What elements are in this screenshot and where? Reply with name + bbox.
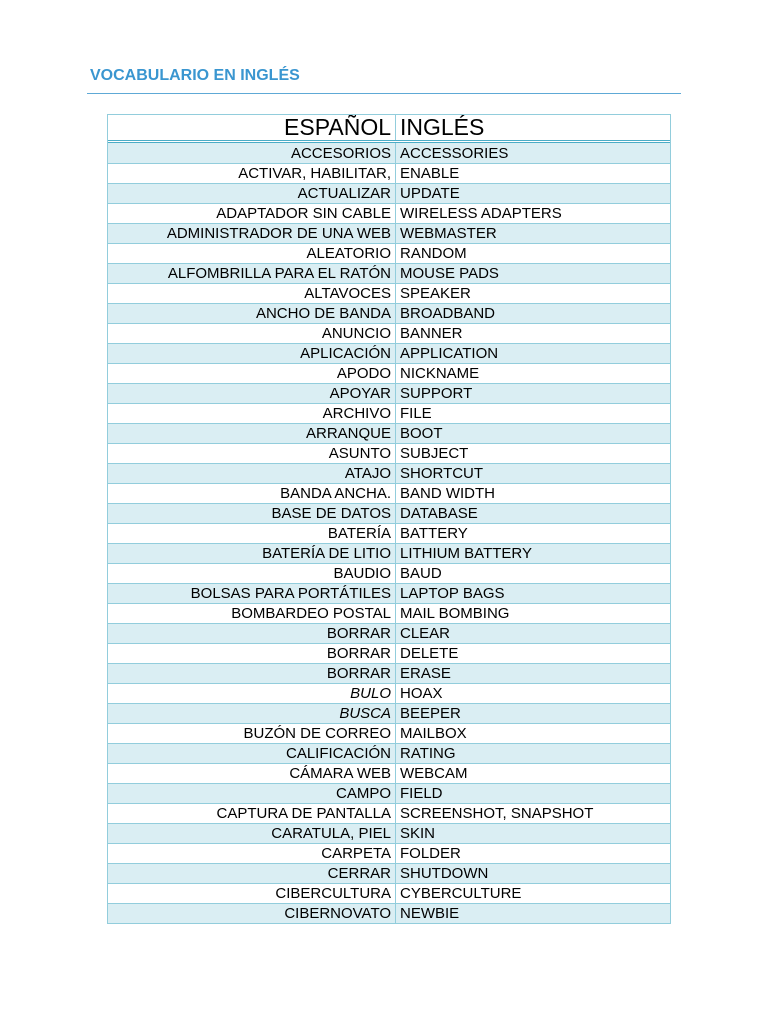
table-row — [108, 623, 670, 643]
english-term: CYBERCULTURE — [400, 885, 522, 902]
table-row — [108, 463, 670, 483]
spanish-term: BOLSAS PARA PORTÁTILES — [108, 584, 396, 603]
table-row — [108, 883, 670, 903]
table-row — [108, 523, 670, 543]
english-term: WEBMASTER — [400, 225, 497, 242]
table-row — [108, 283, 670, 303]
english-term: MAIL BOMBING — [400, 605, 510, 622]
vocabulary-table — [107, 114, 671, 924]
spanish-term: BORRAR — [108, 624, 396, 643]
page-title: VOCABULARIO EN INGLÉS — [90, 67, 300, 84]
spanish-term: BANDA ANCHA. — [108, 484, 396, 503]
table-row — [108, 823, 670, 843]
english-term: BEEPER — [400, 705, 461, 722]
header-spanish: ESPAÑOL — [108, 115, 396, 140]
spanish-term: ANCHO DE BANDA — [108, 304, 396, 323]
spanish-term: CALIFICACIÓN — [108, 744, 396, 763]
table-row — [108, 763, 670, 783]
spanish-term: ASUNTO — [108, 444, 396, 463]
table-row — [108, 563, 670, 583]
english-term: CLEAR — [400, 625, 451, 642]
table-row — [108, 663, 670, 683]
english-term: RANDOM — [400, 245, 467, 262]
english-term: NEWBIE — [400, 905, 460, 922]
table-row — [108, 843, 670, 863]
table-row — [108, 583, 670, 603]
english-term: SUBJECT — [400, 445, 469, 462]
english-term: UPDATE — [400, 185, 460, 202]
english-term: BATTERY — [400, 525, 468, 542]
table-row — [108, 683, 670, 703]
spanish-term: BORRAR — [108, 664, 396, 683]
english-term: ACCESSORIES — [400, 144, 509, 162]
spanish-term: BUSCA — [108, 704, 396, 723]
spanish-term: CIBERNOVATO — [108, 904, 396, 923]
table-row — [108, 643, 670, 663]
english-term: BAND WIDTH — [400, 485, 495, 502]
spanish-term: ACTIVAR, HABILITAR, — [108, 164, 396, 183]
table-row — [108, 363, 670, 383]
table-row — [108, 443, 670, 463]
english-term: MAILBOX — [400, 725, 467, 742]
spanish-term: ALEATORIO — [108, 244, 396, 263]
spanish-term: CARPETA — [108, 844, 396, 863]
table-row — [108, 803, 670, 823]
english-term: LAPTOP BAGS — [400, 585, 505, 602]
table-row — [108, 743, 670, 763]
spanish-term: ACCESORIOS — [108, 143, 396, 163]
spanish-term: ATAJO — [108, 464, 396, 483]
spanish-term: CERRAR — [108, 864, 396, 883]
spanish-term: CARATULA, PIEL — [108, 824, 396, 843]
spanish-term: BUZÓN DE CORREO — [108, 724, 396, 743]
english-term: BANNER — [400, 325, 463, 342]
table-row — [108, 163, 670, 183]
english-term: SKIN — [400, 825, 436, 842]
english-term: FOLDER — [400, 845, 461, 862]
english-term: SPEAKER — [400, 285, 471, 302]
english-term: DELETE — [400, 645, 459, 662]
table-row — [108, 343, 670, 363]
table-row — [108, 203, 670, 223]
spanish-term: CAMPO — [108, 784, 396, 803]
spanish-term: ADAPTADOR SIN CABLE — [108, 204, 396, 223]
table-row — [108, 703, 670, 723]
table-row — [108, 223, 670, 243]
table-row — [108, 263, 670, 283]
english-term: FIELD — [400, 785, 443, 802]
spanish-term: BULO — [108, 684, 396, 703]
english-term: BOOT — [400, 425, 443, 442]
english-term: ERASE — [400, 665, 451, 682]
table-row — [108, 543, 670, 563]
english-term: ENABLE — [400, 165, 460, 182]
english-term: RATING — [400, 745, 456, 762]
spanish-term: BOMBARDEO POSTAL — [108, 604, 396, 623]
english-term: SCREENSHOT, SNAPSHOT — [400, 805, 594, 822]
spanish-term: CÁMARA WEB — [108, 764, 396, 783]
spanish-term: BATERÍA — [108, 524, 396, 543]
english-term: SHUTDOWN — [400, 865, 489, 882]
spanish-term: CIBERCULTURA — [108, 884, 396, 903]
table-row — [108, 863, 670, 883]
english-term: WIRELESS ADAPTERS — [400, 205, 562, 222]
spanish-term: BASE DE DATOS — [108, 504, 396, 523]
spanish-term: ARRANQUE — [108, 424, 396, 443]
spanish-term: CAPTURA DE PANTALLA — [108, 804, 396, 823]
header-english: INGLÉS — [400, 115, 485, 140]
english-term: HOAX — [400, 685, 443, 702]
english-term: SUPPORT — [400, 385, 473, 402]
spanish-term: ANUNCIO — [108, 324, 396, 343]
spanish-term: BATERÍA DE LITIO — [108, 544, 396, 563]
table-row — [108, 503, 670, 523]
table-row — [108, 603, 670, 623]
table-row — [108, 143, 670, 163]
spanish-term: ARCHIVO — [108, 404, 396, 423]
spanish-term: APLICACIÓN — [108, 344, 396, 363]
table-row — [108, 303, 670, 323]
english-term: APPLICATION — [400, 345, 499, 362]
table-row — [108, 323, 670, 343]
english-term: WEBCAM — [400, 765, 468, 782]
spanish-term: APOYAR — [108, 384, 396, 403]
english-term: SHORTCUT — [400, 465, 484, 482]
title-divider — [87, 93, 681, 94]
table-header-row — [108, 115, 670, 143]
spanish-term: BAUDIO — [108, 564, 396, 583]
table-row — [108, 903, 670, 923]
table-row — [108, 403, 670, 423]
spanish-term: APODO — [108, 364, 396, 383]
english-term: MOUSE PADS — [400, 265, 499, 282]
english-term: DATABASE — [400, 505, 478, 522]
table-row — [108, 723, 670, 743]
english-term: NICKNAME — [400, 365, 480, 382]
spanish-term: BORRAR — [108, 644, 396, 663]
english-term: LITHIUM BATTERY — [400, 545, 532, 562]
spanish-term: ACTUALIZAR — [108, 184, 396, 203]
table-row — [108, 183, 670, 203]
english-term: BAUD — [400, 565, 442, 582]
spanish-term: ALFOMBRILLA PARA EL RATÓN — [108, 264, 396, 283]
table-body — [108, 143, 670, 923]
english-term: BROADBAND — [400, 305, 496, 322]
spanish-term: ADMINISTRADOR DE UNA WEB — [108, 224, 396, 243]
table-row — [108, 243, 670, 263]
table-row — [108, 423, 670, 443]
english-term: FILE — [400, 405, 432, 422]
table-row — [108, 783, 670, 803]
table-row — [108, 483, 670, 503]
spanish-term: ALTAVOCES — [108, 284, 396, 303]
table-row — [108, 383, 670, 403]
